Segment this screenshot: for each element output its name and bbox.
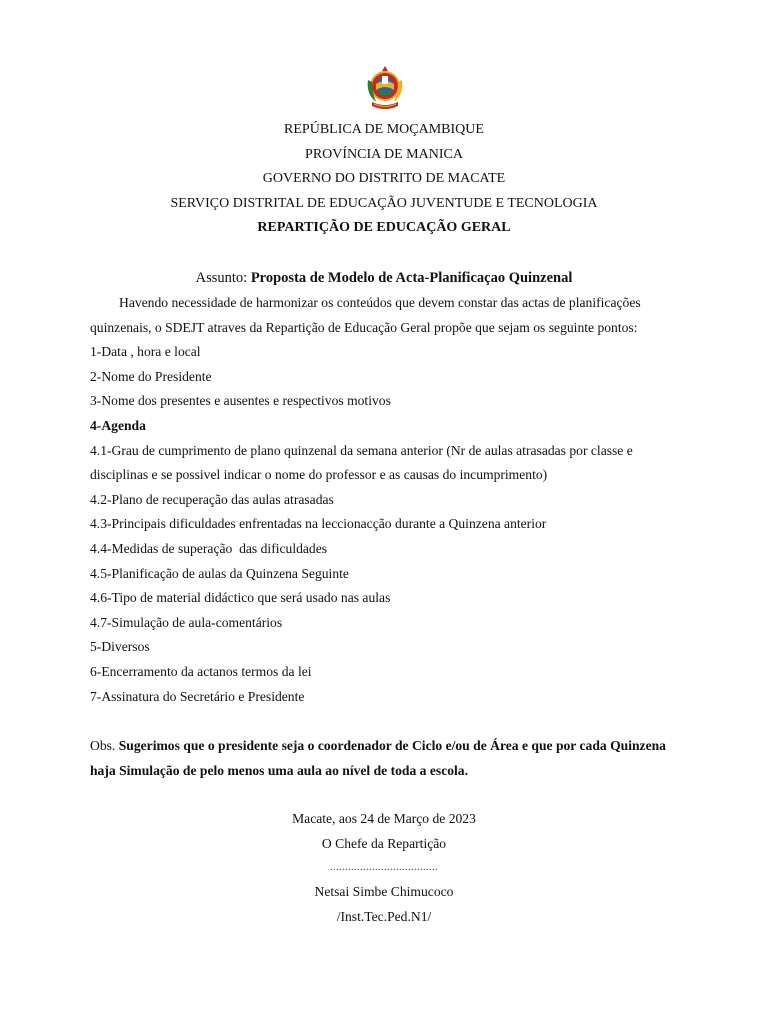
mozambique-coat-of-arms-icon [362, 64, 408, 114]
point-2: 2-Nome do Presidente [90, 368, 212, 384]
point-1: 1-Data , hora e local [90, 344, 201, 360]
observation [90, 733, 720, 783]
point-4-1-line-1: 4.1-Grau de cumprimento de plano quinzenal da semana anterior (Nr de aulas atrasadas por classe e [90, 442, 633, 458]
header-service: SERVIÇO DISTRITAL DE EDUCAÇÃO JUVENTUDE E TECNOLOGIA [170, 195, 598, 211]
point-3: 3-Nome dos presentes e ausentes e respectivos motivos [90, 393, 391, 409]
header-province: PROVÍNCIA DE MANICA [305, 146, 463, 162]
obs-text-1: Sugerimos que o presidente seja o coordenador de Ciclo e/ou de Área e que por cada Quinzena [118, 738, 666, 753]
point-5: 5-Diversos [90, 639, 150, 655]
intro-line-2: quinzenais, o SDEJT atraves da Repartição de Educação Geral propõe que sejam os seguinte pontos: [90, 319, 638, 335]
document-body [90, 291, 690, 709]
point-4-5: 4.5-Planificação de aulas da Quinzena Seguinte [90, 565, 349, 581]
signature-dotted-line: .................................... [330, 862, 438, 873]
header-department: REPARTIÇÃO DE EDUCAÇÃO GERAL [257, 220, 511, 235]
point-4-3: 4.3-Principais dificuldades enfrentadas na leccionacção durante a Quinzena anterior [90, 516, 547, 532]
signer-name: Netsai Simbe Chimucoco [314, 884, 454, 899]
header-country: REPÚBLICA DE MOÇAMBIQUE [284, 122, 484, 137]
signer-credential: /Inst.Tec.Ped.N1/ [336, 908, 432, 924]
subject-label: Assunto: [195, 270, 251, 286]
point-7: 7-Assinatura do Secretário e Presidente [90, 688, 305, 704]
obs-line-2 [90, 758, 720, 783]
point-4-1-line-2: disciplinas e se possivel indicar o nome do professor e as causas do incumprimento) [90, 467, 548, 483]
subject-line [0, 266, 768, 290]
obs-label: Obs. [90, 738, 119, 753]
signer-role: O Chefe da Repartição [321, 835, 447, 851]
point-4-agenda: 4-Agenda [90, 417, 146, 433]
subject-title: Proposta de Modelo de Acta-Planificaçao Quinzenal [250, 270, 573, 286]
point-4-2: 4.2-Plano de recuperação das aulas atrasadas [90, 491, 334, 507]
point-4-4: 4.4-Medidas de superação das dificuldades [90, 540, 328, 556]
obs-line-1 [90, 733, 720, 758]
point-6: 6-Encerramento da actanos termos da lei [90, 663, 312, 679]
letterhead [0, 118, 768, 241]
header-government: GOVERNO DO DISTRITO DE MACATE [262, 171, 506, 186]
signature-block [0, 807, 768, 929]
place-date: Macate, aos 24 de Março de 2023 [292, 811, 476, 826]
point-4-7: 4.7-Simulação de aula-comentários [90, 614, 283, 630]
obs-text-2: haja Simulação de pelo menos uma aula ao nível de toda a escola. [90, 763, 468, 778]
point-4-6: 4.6-Tipo de material didáctico que será usado nas aulas [90, 590, 391, 606]
intro-line-1: Havendo necessidade de harmonizar os conteúdos que devem constar das actas de planificações [119, 295, 641, 310]
